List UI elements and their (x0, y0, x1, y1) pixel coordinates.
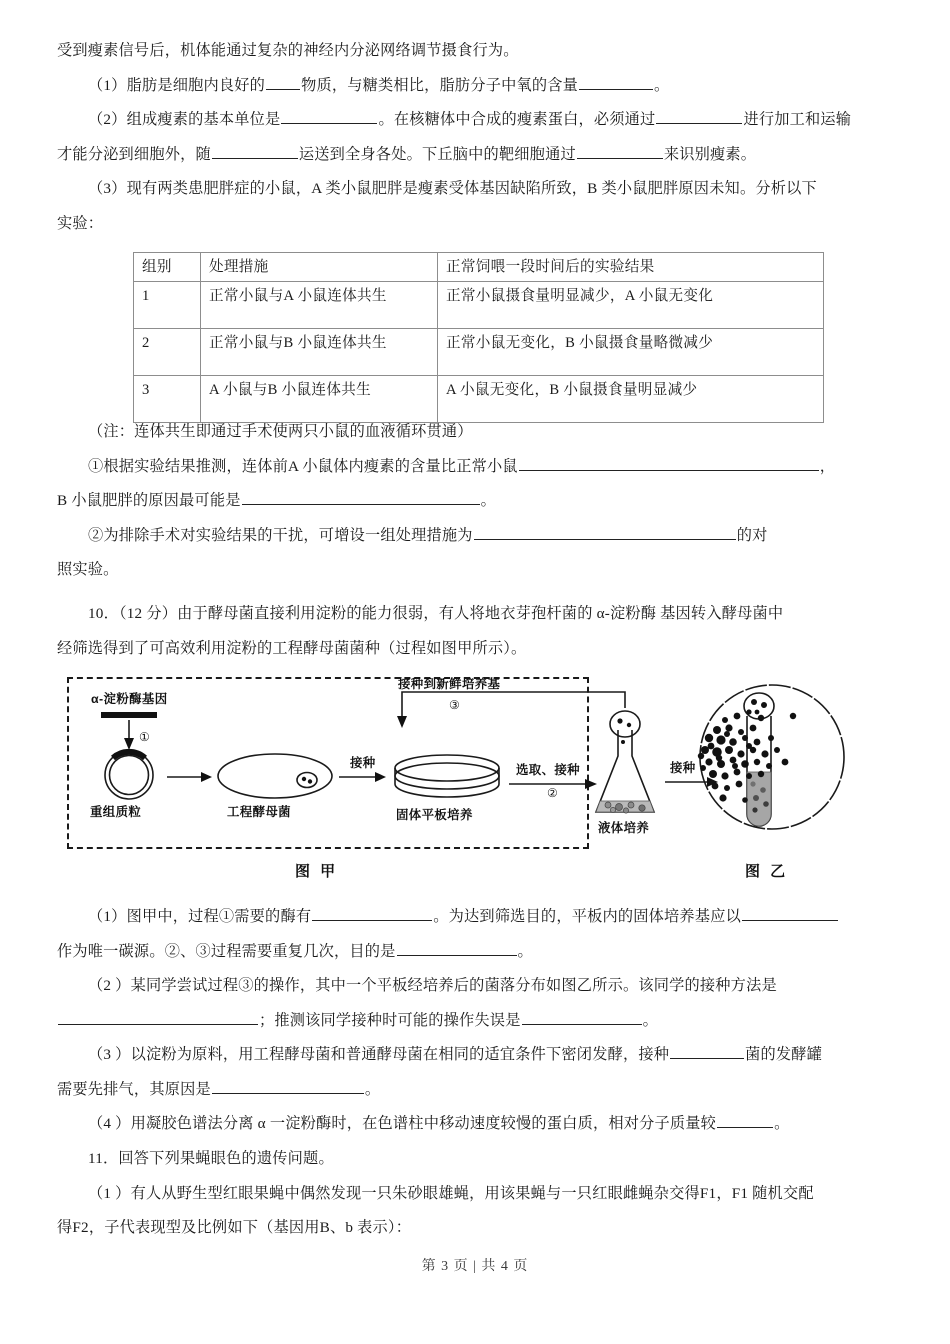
q11-item-1-text-a: （1 ）有人从野生型红眼果蝇中偶然发现一只朱砂眼雄蝇，用该果蝇与一只红眼雌蝇杂交得F1，F1 随机交配 (88, 1184, 814, 1202)
arrow-1-label: 接种 (350, 756, 376, 770)
q10-item-4-text-a: （4 ）用凝胶色谱法分离 α 一淀粉酶时，在色谱柱中移动速度较慢的蛋白质，相对分子质量较 (88, 1115, 717, 1132)
arrow-3-label: 接种 (670, 761, 696, 775)
q9-item-2-text-f: 来识别瘦素。 (663, 145, 757, 163)
q9-item-2-text-b: 。在核糖体中合成的瘦素蛋白，必须通过 (378, 111, 656, 128)
figure-yi-svg (657, 672, 893, 887)
table-header-result: 正常饲喂一段时间后的实验结果 (438, 253, 824, 282)
q10-item-3-blank-2[interactable] (212, 1078, 364, 1094)
q10-item-3-line-2 (57, 1073, 893, 1108)
table-cell-treatment: A 小鼠与B 小鼠连体共生 (201, 376, 438, 423)
petri-dish-icon (395, 755, 499, 797)
table-header-group: 组别 (134, 253, 201, 282)
q9-item-3-line-2: 实验： (57, 214, 104, 232)
experiment-table (133, 252, 824, 423)
q9-item-1-text-c: 。 (654, 76, 670, 94)
table-row (134, 282, 824, 329)
q9-item-1-blank-1[interactable] (266, 74, 300, 90)
q9-item-1-text-a: （1）脂肪是细胞内良好的 (88, 76, 266, 94)
figure-jia-caption: 图 甲 (295, 863, 339, 880)
q9-sub-1-text-d: 。 (480, 492, 496, 509)
step-1-marker: ① (139, 730, 150, 744)
q9-sub-1-text-b: ， (819, 457, 836, 475)
gene-bar-icon (101, 712, 157, 718)
plate-label: 固体平板培养 (396, 808, 473, 822)
plasmid-outer-circle (105, 751, 153, 799)
q10-item-1-text-b: 。为达到筛选目的，平板内的固体培养基应以 (433, 908, 741, 925)
q9-item-2-text-c: 进行加工和运输 (743, 111, 852, 128)
q9-item-3-line-1 (57, 172, 893, 207)
q11-stem (57, 1142, 893, 1177)
step-3-marker: ③ (449, 698, 460, 712)
q10-item-2-text-b: ；推测该同学接种时可能的操作失误是 (259, 1011, 521, 1029)
q10-item-3-blank-1[interactable] (670, 1043, 744, 1059)
q9-sub-2-text-b: 的对 (736, 526, 768, 544)
plasmid-label: 重组质粒 (90, 805, 142, 819)
q10-item-2-blank-2[interactable] (522, 1009, 642, 1025)
question-11-block (57, 1142, 893, 1246)
q10-item-1-text-a: （1）图甲中，过程①需要的酶有 (88, 908, 312, 925)
table-cell-treatment: 正常小鼠与B 小鼠连体共生 (201, 329, 438, 376)
q9-note-text: （注：连体共生即通过手术使两只小鼠的血液循环贯通） (88, 423, 473, 440)
q9-item-1 (57, 69, 893, 104)
table-cell-group: 2 (134, 329, 201, 376)
q9-sub-2-line-1 (57, 519, 893, 554)
q9-item-2-blank-1[interactable] (281, 108, 377, 124)
q9-sub-2-blank-1[interactable] (474, 524, 736, 540)
q10-item-3-text-c: 需要先排气，其原因是 (57, 1080, 211, 1098)
question-10-stem (57, 597, 893, 666)
q9-item-2-text-a: （2）组成瘦素的基本单位是 (88, 111, 281, 128)
table-cell-result: 正常小鼠无变化，B 小鼠摄食量略微减少 (438, 329, 824, 376)
q10-item-4-text-b: 。 (774, 1115, 790, 1132)
q9-sub-1-line-2 (57, 484, 893, 519)
q9-sub-1-blank-2[interactable] (242, 489, 480, 505)
q10-item-1-text-c: 作为唯一碳源。②、③过程需要重复几次，目的是 (57, 942, 396, 960)
q9-sub-1-text-c: B 小鼠肥胖的原因最可能是 (57, 492, 241, 509)
table-cell-result: A 小鼠无变化，B 小鼠摄食量明显减少 (438, 376, 824, 423)
q10-item-4-blank-1[interactable] (717, 1112, 773, 1128)
q9-sub-1-blank-1[interactable] (519, 455, 819, 471)
q10-item-3-text-a: （3 ）以淀粉为原料，用工程酵母菌和普通酵母菌在相同的适宜条件下密闭发酵，接种 (88, 1046, 670, 1063)
q10-item-1-line-1 (57, 900, 893, 935)
question-9-sub-block (57, 415, 893, 588)
q9-item-1-text-b: 物质，与糖类相比，脂肪分子中氧的含量 (301, 76, 579, 94)
q10-item-3-text-b: 菌的发酵罐 (745, 1046, 823, 1063)
q9-note (57, 415, 893, 450)
q10-item-2-text-c: 。 (642, 1011, 658, 1029)
q9-item-2-blank-4[interactable] (577, 143, 663, 159)
yeast-label: 工程酵母菌 (227, 805, 291, 819)
table-cell-treatment: 正常小鼠与A 小鼠连体共生 (201, 282, 438, 329)
table-cell-group: 1 (134, 282, 201, 329)
q10-item-1-blank-1[interactable] (312, 905, 432, 921)
q10-item-1-line-2 (57, 935, 893, 970)
q10-item-1-text-d: 。 (517, 942, 533, 960)
table-cell-group: 3 (134, 376, 201, 423)
figure-container (57, 672, 893, 887)
recycle-label: 接种到新鲜培养基 (398, 677, 501, 691)
q10-item-2-line-2 (57, 1004, 893, 1039)
q9-item-2-blank-3[interactable] (212, 143, 298, 159)
q9-sub-1-line-1 (57, 450, 893, 485)
q10-item-1-blank-2[interactable] (742, 905, 838, 921)
q10-stem-line-1 (57, 597, 893, 632)
q9-item-1-blank-2[interactable] (579, 74, 653, 90)
q10-item-1-blank-3[interactable] (397, 940, 517, 956)
colony-dots (698, 709, 796, 802)
q9-lead: 受到瘦素信号后，机体能通过复杂的神经内分泌网络调节摄食行为。 (57, 42, 519, 59)
q10-item-2-blank-1[interactable] (58, 1009, 258, 1025)
q10-stem-line-2: 经筛选得到了可高效利用淀粉的工程酵母菌菌种（过程如图甲所示）。 (57, 639, 527, 657)
table-row (134, 329, 824, 376)
question-9-block (57, 34, 893, 241)
table-cell-result: 正常小鼠摄食量明显减少，A 小鼠无变化 (438, 282, 824, 329)
step-2-marker: ② (547, 786, 558, 800)
q9-item-2-text-e: 运送到全身各处。下丘脑中的靶细胞通过 (298, 145, 576, 163)
q9-sub-2-text-a: ②为排除手术对实验结果的干扰，可增设一组处理措施为 (88, 526, 473, 544)
q10-item-3-text-d: 。 (364, 1080, 381, 1098)
q10-item-2-text-a: （2 ）某同学尝试过程③的操作，其中一个平板经培养后的菌落分布如图乙所示。该同学的接种方法是 (88, 977, 777, 994)
figure-yi-caption: 图 乙 (745, 863, 789, 880)
q11-stem-text: 11．回答下列果蝇眼色的遗传问题。 (88, 1150, 334, 1167)
q9-item-3-text-a: （3）现有两类患肥胖症的小鼠，A 类小鼠肥胖是瘦素受体基因缺陷所致，B 类小鼠肥胖原因未知。分析以下 (88, 180, 817, 197)
q10-stem-text-a: 10．（12 分）由于酵母菌直接利用淀粉的能力很弱，有人将地衣芽孢杆菌的 α-淀粉酶 基因转入酵母菌中 (88, 605, 784, 622)
q9-sub-2-line-2: 照实验。 (57, 561, 119, 578)
q9-item-2-blank-2[interactable] (656, 108, 742, 124)
question-10-items (57, 900, 893, 1142)
q9-item-2-line-2 (57, 138, 893, 173)
gene-label: α-淀粉酶基因 (91, 692, 168, 706)
arrow-2-label: 选取、接种 (516, 763, 580, 777)
table-header-treatment: 处理措施 (201, 253, 438, 282)
q11-item-1-line-2: 得F2，子代表现型及比例如下（基因用B、b 表示）： (57, 1219, 412, 1236)
q10-item-2-line-1 (57, 969, 893, 1004)
q10-item-4 (57, 1107, 893, 1142)
liquid-label: 液体培养 (598, 821, 650, 835)
q11-item-1-line-1 (57, 1177, 893, 1212)
q9-item-2-line-1 (57, 103, 893, 138)
table-header-row (134, 253, 824, 282)
q9-sub-1-text-a: ①根据实验结果推测，连体前A 小鼠体内瘦素的含量比正常小鼠 (88, 457, 518, 475)
q10-item-3-line-1 (57, 1038, 893, 1073)
conical-flask-icon (596, 711, 654, 813)
q9-item-2-text-d: 才能分泌到细胞外，随 (57, 145, 211, 163)
page-footer: 第 3 页 | 共 4 页 (421, 1259, 529, 1274)
